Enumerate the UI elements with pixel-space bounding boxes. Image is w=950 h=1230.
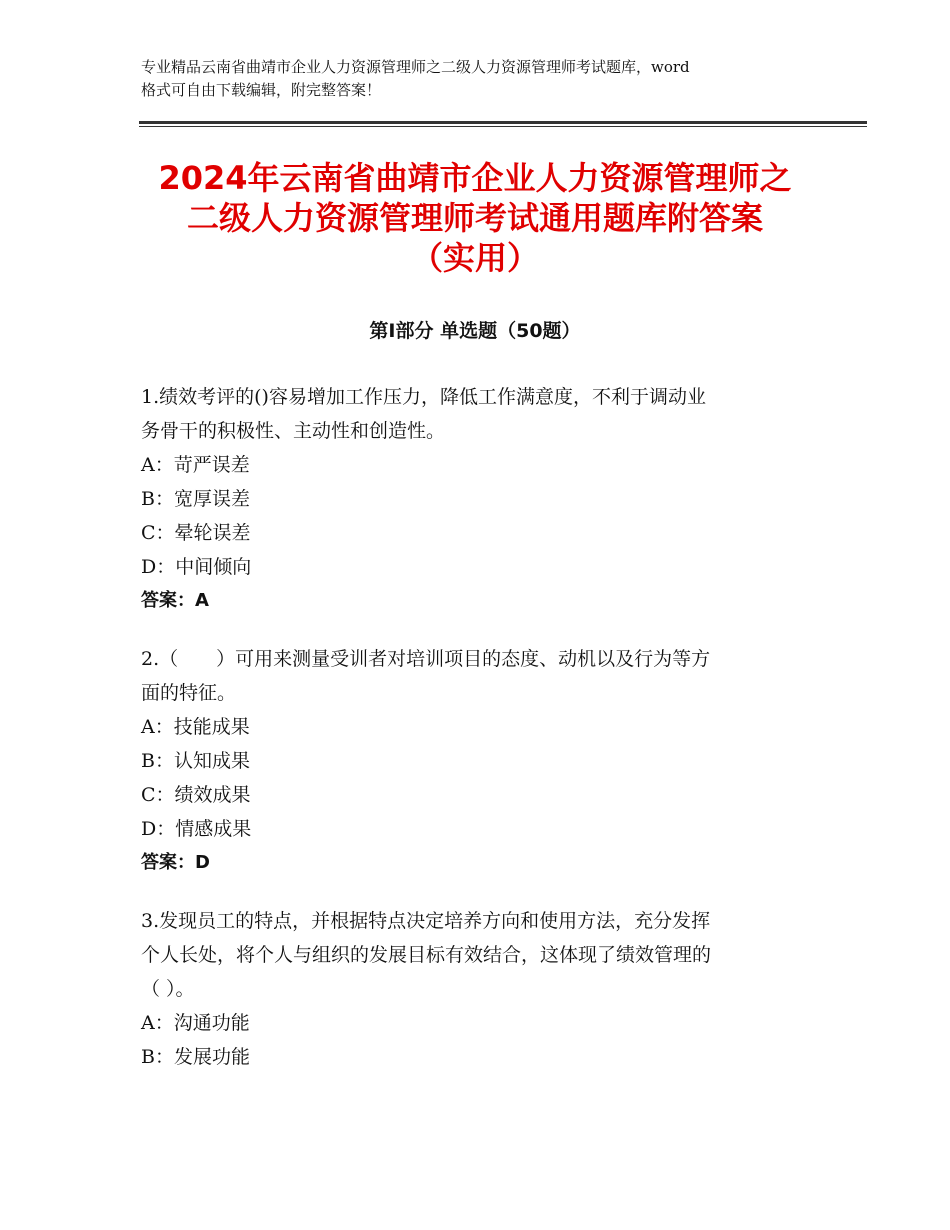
option-b: B：宽厚误差 xyxy=(141,488,250,510)
option-a: A：苛严误差 xyxy=(141,454,250,476)
header-note-line-2: 格式可自由下载编辑，附完整答案！ xyxy=(141,81,382,99)
document-title xyxy=(110,158,840,278)
question-3 xyxy=(141,904,811,1074)
option-a: A：技能成果 xyxy=(141,716,250,738)
header-note xyxy=(141,56,821,102)
question-stem-line: 面的特征。 xyxy=(141,682,237,704)
section-heading: 第Ⅰ部分 单选题（50题） xyxy=(369,320,581,342)
option-c: C：绩效成果 xyxy=(141,784,251,806)
option-a: A：沟通功能 xyxy=(141,1012,250,1034)
header-divider-thin xyxy=(139,126,867,127)
question-stem-line: （ ）。 xyxy=(141,978,195,1000)
option-b: B：发展功能 xyxy=(141,1046,250,1068)
answer-line: 答案：D xyxy=(141,852,210,873)
question-stem-line: 个人长处，将个人与组织的发展目标有效结合，这体现了绩效管理的 xyxy=(141,944,712,966)
title-line-3: （实用） xyxy=(410,239,539,277)
header-divider-thick xyxy=(139,121,867,124)
option-d: D：中间倾向 xyxy=(141,556,252,578)
option-c: C：晕轮误差 xyxy=(141,522,251,544)
question-stem-line: 务骨干的积极性、主动性和创造性。 xyxy=(141,420,446,442)
title-line-1: 2024年云南省曲靖市企业人力资源管理师之 xyxy=(158,159,792,197)
header-note-line-1: 专业精品云南省曲靖市企业人力资源管理师之二级人力资源管理师考试题库，word xyxy=(141,58,690,76)
question-2 xyxy=(141,642,811,880)
question-list xyxy=(141,380,811,1098)
question-stem-line: 1.绩效考评的()容易增加工作压力，降低工作满意度，不利于调动业 xyxy=(141,386,706,408)
answer-line: 答案：A xyxy=(141,590,209,611)
title-line-2: 二级人力资源管理师考试通用题库附答案 xyxy=(186,199,763,237)
question-stem-line: 2.（ ）可用来测量受训者对培训项目的态度、动机以及行为等方 xyxy=(141,648,711,670)
option-d: D：情感成果 xyxy=(141,818,252,840)
option-b: B：认知成果 xyxy=(141,750,250,772)
question-stem-line: 3.发现员工的特点，并根据特点决定培养方向和使用方法，充分发挥 xyxy=(141,910,711,932)
question-1 xyxy=(141,380,811,618)
